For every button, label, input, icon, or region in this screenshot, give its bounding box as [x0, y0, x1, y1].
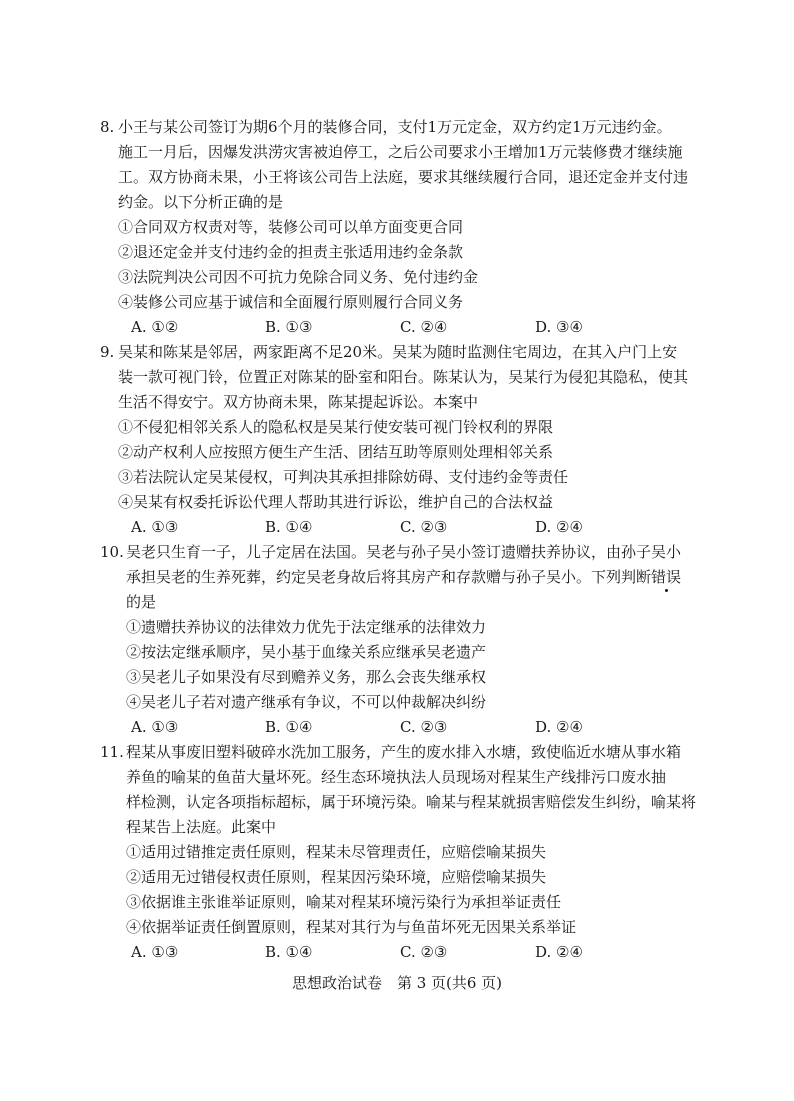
option-statement: ①遗赠扶养协议的法律效力优先于法定继承的法律效力: [126, 618, 487, 636]
question-stem-line: 程某从事废旧塑料破碎水洗加工服务，产生的废水排入水塘，致使临近水塘从事水箱: [126, 743, 682, 761]
answer-choice-c: C. ②③: [400, 518, 448, 536]
question-stem-line: 约金。以下分析正确的是: [118, 193, 284, 211]
page-footer: 思想政治试卷 第 3 页(共6 页): [291, 974, 503, 992]
option-statement: ③法院判决公司因不可抗力免除合同义务、免付违约金: [118, 268, 479, 286]
answer-choice-d: D. ②④: [535, 718, 583, 736]
question-stem-line: 程某告上法庭。此案中: [126, 818, 277, 836]
question-number: 8.: [100, 118, 115, 136]
question-stem-line: 工。双方协商未果，小王将该公司告上法庭，要求其继续履行合同，退还定金并支付违: [118, 168, 689, 186]
answer-choice-d: D. ③④: [535, 318, 583, 336]
question-number: 9.: [100, 343, 115, 361]
option-statement: ④装修公司应基于诚信和全面履行原则履行合同义务: [118, 293, 464, 311]
answer-choice-c: C. ②③: [400, 718, 448, 736]
option-statement: ①适用过错推定责任原则，程某未尽管理责任，应赔偿喻某损失: [126, 843, 547, 861]
answer-choice-c: C. ②③: [400, 943, 448, 961]
option-statement: ①不侵犯相邻关系人的隐私权是吴某行使安装可视门铃权利的界限: [118, 418, 554, 436]
answer-choice-d: D. ②④: [535, 518, 583, 536]
answer-choice-b: B. ①③: [265, 318, 313, 336]
answer-choice-c: C. ②④: [400, 318, 448, 336]
option-statement: ④依据举证责任倒置原则，程某对其行为与鱼苗坏死无因果关系举证: [126, 918, 577, 936]
answer-choice-b: B. ①④: [265, 943, 313, 961]
answer-choice-a: A. ①③: [131, 718, 179, 736]
question-stem-line: 吴某和陈某是邻居，两家距离不足20米。吴某为随时监测住宅周边，在其入户门上安: [118, 343, 678, 361]
option-statement: ③依据谁主张谁举证原则，喻某对程某环境污染行为承担举证责任: [126, 893, 562, 911]
answer-choice-b: B. ①④: [265, 518, 313, 536]
question-stem-text: 承担吴老的生养死葬，约定吴老身故后将其房产和存款赠与孙子吴小。下列判断: [126, 568, 652, 586]
option-statement: ③若法院认定吴某侵权，可判决其承担排除妨碍、支付违约金等责任: [118, 468, 569, 486]
answer-choice-b: B. ①④: [265, 718, 313, 736]
option-statement: ②退还定金并支付违约金的担责主张适用违约金条款: [118, 243, 464, 261]
answer-choice-a: A. ①②: [131, 318, 179, 336]
question-number: 10.: [100, 543, 124, 561]
question-stem-line: 养鱼的喻某的鱼苗大量坏死。经生态环境执法人员现场对程某生产线排污口废水抽: [126, 768, 667, 786]
answer-choice-a: A. ①③: [131, 518, 179, 536]
option-statement: ④吴老儿子若对遗产继承有争议，不可以仲裁解决纠纷: [126, 693, 487, 711]
answer-choice-d: D. ②④: [535, 943, 583, 961]
option-statement: ①合同双方权责对等，装修公司可以单方面变更合同: [118, 218, 464, 236]
question-stem-line: 生活不得安宁。双方协商未果，陈某提起诉讼。本案中: [118, 393, 479, 411]
emphasized-keyword: 错误: [651, 568, 682, 586]
option-statement: ②按法定继承顺序，吴小基于血缘关系应继承吴老遗产: [126, 643, 487, 661]
question-stem-line: 的是: [126, 593, 157, 611]
question-stem-line: 吴老只生育一子，儿子定居在法国。吴老与孙子吴小签订遗赠扶养协议，由孙子吴小: [126, 543, 682, 561]
question-stem-line: 施工一月后，因爆发洪涝灾害被迫停工，之后公司要求小王增加1万元装修费才继续施: [118, 143, 683, 161]
question-stem-line: 样检测，认定各项指标超标，属于环境污染。喻某与程某就损害赔偿发生纠纷，喻某将: [126, 793, 697, 811]
option-statement: ③吴老儿子如果没有尽到赡养义务，那么会丧失继承权: [126, 668, 487, 686]
question-stem-line: 小王与某公司签订为期6个月的装修合同，支付1万元定金，双方约定1万元违约金。: [118, 118, 672, 136]
question-number: 11.: [100, 743, 124, 761]
question-stem-line: 装一款可视门铃，位置正对陈某的卧室和阳台。陈某认为，吴某行为侵犯其隐私，使其: [118, 368, 689, 386]
option-statement: ②适用无过错侵权责任原则，程某因污染环境，应赔偿喻某损失: [126, 868, 547, 886]
option-statement: ②动产权利人应按照方便生产生活、团结互助等原则处理相邻关系: [118, 443, 554, 461]
answer-choice-a: A. ①③: [131, 943, 179, 961]
option-statement: ④吴某有权委托诉讼代理人帮助其进行诉讼，维护自己的合法权益: [118, 493, 554, 511]
question-stem-line: [126, 566, 681, 590]
